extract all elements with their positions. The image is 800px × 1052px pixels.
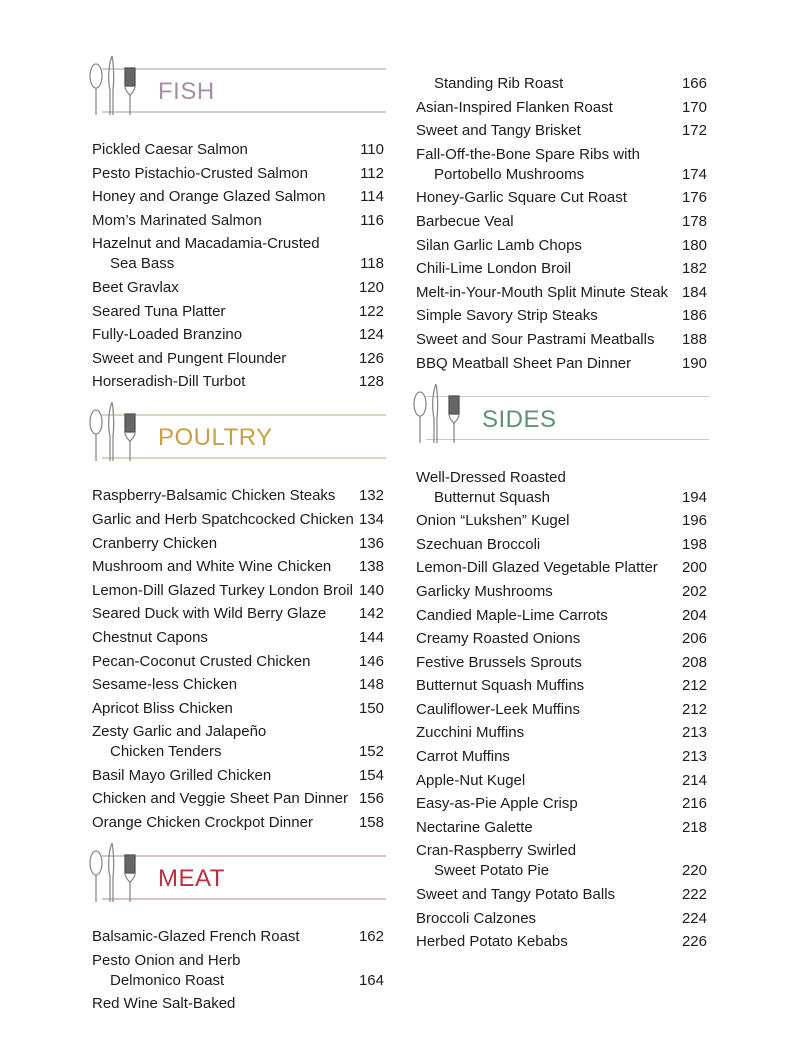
- entry-title: [92, 652, 310, 672]
- entry-title: [92, 994, 235, 1014]
- toc-entry[interactable]: [92, 994, 384, 1014]
- entry-title: [92, 349, 286, 369]
- entry-title-line: Sweet and Sour Pastrami Meatballs: [416, 330, 655, 348]
- entry-title-line: Barbecue Veal: [416, 212, 514, 230]
- entry-page-number: 144: [358, 628, 384, 646]
- toc-entry[interactable]: [416, 535, 707, 555]
- entry-page-number: 152: [358, 743, 384, 761]
- cutlery-icon: [86, 839, 146, 903]
- entry-page-number: 220: [681, 862, 707, 880]
- entry-page-number: 204: [681, 606, 707, 624]
- entry-page-number: 136: [358, 534, 384, 552]
- entry-page-number: 174: [681, 165, 707, 183]
- entry-page-number: 150: [358, 699, 384, 717]
- entry-title: [416, 747, 510, 767]
- entry-title: [416, 700, 580, 720]
- entry-title-line: Hazelnut and Macadamia-Crusted: [92, 235, 320, 253]
- toc-entry[interactable]: [92, 652, 384, 672]
- entry-title-line: Lemon-Dill Glazed Turkey London Broil: [92, 581, 353, 599]
- entry-page-number: 212: [681, 700, 707, 718]
- entry-title-line: Nectarine Galette: [416, 818, 533, 836]
- toc-entry[interactable]: [416, 606, 707, 626]
- entry-title-line: Sweet and Tangy Brisket: [416, 122, 581, 140]
- entry-title: [92, 789, 348, 809]
- cutlery-icon: [86, 52, 146, 116]
- entry-title: [92, 325, 242, 345]
- entry-title-line: Pickled Caesar Salmon: [92, 141, 248, 158]
- entry-page-number: 190: [681, 354, 707, 372]
- toc-entry[interactable]: [416, 330, 707, 350]
- entry-title-line: Delmonico Roast: [110, 971, 225, 989]
- entry-title: [92, 813, 313, 833]
- entry-title-line: Mom’s Marinated Salmon: [92, 211, 262, 229]
- toc-entry[interactable]: [416, 582, 707, 602]
- entry-title-line: Chicken and Veggie Sheet Pan Dinner: [92, 790, 349, 808]
- entry-title: [416, 841, 576, 881]
- entry-page-number: 202: [681, 582, 707, 600]
- entry-title: [92, 557, 331, 577]
- toc-entry[interactable]: [92, 278, 384, 298]
- entry-title-line: Cran-Raspberry Swirled: [416, 842, 577, 860]
- entry-title-line: Carrot Muffins: [416, 748, 510, 766]
- entry-title: [416, 121, 581, 141]
- entry-title-line: Sesame-less Chicken: [92, 676, 238, 694]
- entry-page-number: 110: [360, 141, 384, 158]
- section-title: POULTRY: [158, 424, 273, 452]
- entry-title: [416, 606, 608, 626]
- entry-page-number: 126: [358, 349, 384, 367]
- entry-page-number: 148: [358, 676, 384, 694]
- entry-title-line: Chestnut Capons: [92, 628, 208, 646]
- entry-title-line: Honey-Garlic Square Cut Roast: [416, 189, 627, 207]
- entry-page-number: 180: [681, 236, 707, 254]
- entry-page-number: 194: [681, 488, 707, 506]
- entry-title: [92, 699, 233, 719]
- toc-entry[interactable]: [92, 951, 384, 991]
- entry-title-line: Beet Gravlax: [92, 278, 179, 296]
- entry-title: [92, 628, 208, 648]
- entry-title-line: Mushroom and White Wine Chicken: [92, 558, 332, 576]
- entry-title: [416, 212, 514, 232]
- section-title: SIDES: [482, 405, 557, 433]
- entry-title-line: Sweet Potato Pie: [434, 862, 550, 880]
- entry-title: [416, 188, 627, 208]
- entry-page-number: 184: [681, 283, 707, 301]
- entry-page-number: 120: [358, 278, 384, 296]
- toc-entry[interactable]: [92, 813, 384, 833]
- entry-title: [416, 676, 584, 696]
- toc-entry[interactable]: [416, 771, 707, 791]
- toc-entry[interactable]: [92, 699, 384, 719]
- entry-title-line: Creamy Roasted Onions: [416, 630, 581, 648]
- entry-title-line: Sweet and Tangy Potato Balls: [416, 886, 616, 904]
- entry-title: [92, 140, 248, 160]
- entry-page-number: 124: [358, 326, 384, 344]
- toc-column-right: [416, 74, 707, 956]
- toc-entry[interactable]: [92, 349, 384, 369]
- section-title: MEAT: [158, 865, 225, 893]
- entry-page-number: 208: [681, 653, 707, 671]
- entry-title-line: Red Wine Salt-Baked: [92, 995, 236, 1013]
- entry-title: [416, 629, 580, 649]
- entry-title: [92, 581, 353, 601]
- entry-title: [416, 236, 582, 256]
- entry-title: [416, 468, 566, 508]
- entry-title: [416, 306, 598, 326]
- entry-title: [416, 259, 571, 279]
- entry-title: [416, 653, 582, 673]
- entry-title-line: Sea Bass: [110, 255, 175, 273]
- entry-page-number: 114: [360, 188, 384, 206]
- entry-title-line: Fully-Loaded Branzino: [92, 326, 243, 344]
- entry-title-line: Silan Garlic Lamb Chops: [416, 236, 582, 254]
- toc-entry[interactable]: [416, 841, 707, 881]
- toc-entry[interactable]: [92, 604, 384, 624]
- toc-entry[interactable]: [92, 234, 384, 274]
- entry-title: [416, 558, 658, 578]
- entry-title: [92, 604, 326, 624]
- entry-title-line: Herbed Potato Kebabs: [416, 933, 568, 951]
- toc-entry[interactable]: [92, 927, 384, 947]
- toc-entry[interactable]: [416, 354, 707, 374]
- toc-entry[interactable]: [416, 74, 707, 94]
- entry-title-line: Pesto Pistachio-Crusted Salmon: [92, 164, 308, 182]
- entry-title: [416, 582, 553, 602]
- entry-title-line: Cauliflower-Leek Muffins: [416, 700, 580, 718]
- entry-title-line: Butternut Squash Muffins: [416, 677, 585, 695]
- entry-page-number: 186: [681, 307, 707, 325]
- entry-title: [416, 932, 568, 952]
- entry-page-number: 164: [358, 971, 384, 989]
- entry-title-line: Festive Brussels Sprouts: [416, 653, 582, 671]
- section-header-sides: [416, 394, 707, 440]
- section-header-meat: [92, 853, 384, 899]
- toc-entry[interactable]: [416, 98, 707, 118]
- toc-entry[interactable]: [92, 187, 384, 207]
- toc-entry[interactable]: [92, 534, 384, 554]
- entry-page-number: 178: [681, 212, 707, 230]
- entry-title-line: Melt-in-Your-Mouth Split Minute Steak: [416, 283, 669, 301]
- entry-page-number: 158: [358, 814, 384, 832]
- entry-title: [92, 722, 266, 762]
- entry-page-number: 172: [681, 122, 707, 140]
- toc-entry[interactable]: [92, 510, 384, 530]
- toc-entry[interactable]: [416, 511, 707, 531]
- entry-title-line: Broccoli Calzones: [416, 909, 537, 927]
- entry-title-line: Honey and Orange Glazed Salmon: [92, 188, 326, 206]
- entry-title: [416, 818, 533, 838]
- entry-title-line: Apple-Nut Kugel: [416, 771, 526, 789]
- entry-page-number: 226: [681, 933, 707, 951]
- entry-page-number: 213: [681, 724, 707, 742]
- section-header-fish: [92, 66, 384, 112]
- entry-title-line: Fall-Off-the-Bone Spare Ribs with: [416, 145, 640, 163]
- entry-title-line: Asian-Inspired Flanken Roast: [416, 98, 613, 116]
- section-header-poultry: [92, 412, 384, 458]
- toc-entry[interactable]: [416, 558, 707, 578]
- entry-page-number: 212: [681, 677, 707, 695]
- entry-page-number: 112: [360, 164, 384, 182]
- entry-title-line: Candied Maple-Lime Carrots: [416, 606, 608, 624]
- entry-title: [92, 486, 335, 506]
- entry-title: [416, 885, 615, 905]
- cutlery-icon: [86, 398, 146, 462]
- entry-page-number: 170: [681, 98, 707, 116]
- toc-entry[interactable]: [416, 885, 707, 905]
- entry-page-number: 166: [681, 75, 707, 92]
- section-title: FISH: [158, 78, 215, 105]
- entry-title: [416, 354, 631, 374]
- toc-entry[interactable]: [416, 145, 707, 185]
- entry-title: [416, 145, 640, 185]
- entry-title: [92, 302, 225, 322]
- entry-title-line: Seared Tuna Platter: [92, 302, 226, 320]
- entry-title: [92, 278, 179, 298]
- entry-page-number: 224: [681, 909, 707, 927]
- entry-title-line: Chicken Tenders: [110, 743, 222, 761]
- entry-title-line: Orange Chicken Crockpot Dinner: [92, 814, 313, 832]
- entry-title: [92, 951, 240, 991]
- toc-entry[interactable]: [416, 306, 707, 326]
- entry-page-number: 214: [681, 771, 707, 789]
- entry-page-number: 222: [681, 886, 707, 904]
- entry-page-number: 162: [358, 928, 384, 946]
- toc-entry[interactable]: [416, 794, 707, 814]
- entry-title: [416, 909, 536, 929]
- entry-title-line: Balsamic-Glazed French Roast: [92, 928, 300, 946]
- entry-title-line: Zucchini Muffins: [416, 724, 525, 742]
- entry-title: [416, 283, 668, 303]
- entry-title-line: Lemon-Dill Glazed Vegetable Platter: [416, 559, 658, 577]
- entry-title: [416, 794, 578, 814]
- toc-entry[interactable]: [416, 121, 707, 141]
- toc-entry[interactable]: [92, 164, 384, 184]
- toc-entry[interactable]: [416, 700, 707, 720]
- entry-title-line: Basil Mayo Grilled Chicken: [92, 766, 272, 784]
- entry-page-number: 140: [358, 581, 384, 599]
- toc-entry[interactable]: [416, 259, 707, 279]
- toc-entry[interactable]: [416, 283, 707, 303]
- entry-page-number: 182: [681, 260, 707, 278]
- toc-entry[interactable]: [92, 628, 384, 648]
- entry-title-line: Zesty Garlic and Jalapeño: [92, 723, 267, 741]
- entry-page-number: 176: [681, 189, 707, 207]
- entry-page-number: 200: [681, 559, 707, 577]
- toc-entry[interactable]: [92, 372, 384, 392]
- toc-column-left: [92, 66, 384, 1018]
- entry-page-number: 206: [681, 630, 707, 648]
- toc-entry[interactable]: [416, 747, 707, 767]
- toc-entry[interactable]: [92, 766, 384, 786]
- entry-page-number: 128: [358, 373, 384, 391]
- toc-entry[interactable]: [92, 675, 384, 695]
- toc-entry[interactable]: [92, 789, 384, 809]
- entry-title: [416, 723, 524, 743]
- entry-title: [416, 535, 540, 555]
- toc-entry[interactable]: [92, 140, 384, 160]
- entry-title: [92, 534, 217, 554]
- entry-title-line: Chili-Lime London Broil: [416, 260, 572, 278]
- toc-entry[interactable]: [416, 723, 707, 743]
- toc-entry[interactable]: [416, 676, 707, 696]
- toc-entry[interactable]: [416, 212, 707, 232]
- entry-title: [92, 187, 325, 207]
- entry-title: [92, 927, 300, 947]
- entry-title-line: Sweet and Pungent Flounder: [92, 349, 287, 367]
- entry-title-line: Simple Savory Strip Steaks: [416, 307, 598, 325]
- entry-title-line: Szechuan Broccoli: [416, 535, 541, 553]
- entry-page-number: 218: [681, 818, 707, 836]
- entry-page-number: 198: [681, 535, 707, 553]
- entry-title: [416, 511, 569, 531]
- entry-title-line: Cranberry Chicken: [92, 534, 218, 552]
- entry-title: [92, 164, 308, 184]
- toc-entry[interactable]: [92, 211, 384, 231]
- toc-entry[interactable]: [416, 629, 707, 649]
- toc-entry[interactable]: [92, 722, 384, 762]
- entry-title: [92, 510, 354, 530]
- entry-title-line: Garlic and Herb Spatchcocked Chicken: [92, 510, 354, 528]
- entry-page-number: 216: [681, 795, 707, 813]
- entry-title-line: Onion “Lukshen” Kugel: [416, 512, 570, 530]
- entry-title: [92, 675, 237, 695]
- entry-title-line: Butternut Squash: [434, 488, 550, 506]
- toc-entry[interactable]: [92, 486, 384, 506]
- entry-title-line: Easy-as-Pie Apple Crisp: [416, 795, 578, 813]
- entry-page-number: 132: [358, 487, 384, 505]
- entry-title: [92, 234, 320, 274]
- entry-title: [92, 766, 271, 786]
- entry-page-number: 196: [681, 512, 707, 530]
- toc-entry[interactable]: [92, 325, 384, 345]
- toc-entry[interactable]: [416, 468, 707, 508]
- entry-page-number: 118: [360, 255, 384, 273]
- entry-title-line: Raspberry-Balsamic Chicken Steaks: [92, 487, 336, 505]
- entry-page-number: 188: [681, 330, 707, 348]
- entry-title: [416, 74, 563, 94]
- entry-title: [92, 372, 245, 392]
- entry-title-line: Well-Dressed Roasted: [416, 468, 566, 486]
- entry-title-line: Standing Rib Roast: [434, 75, 564, 92]
- toc-entry[interactable]: [416, 932, 707, 952]
- entry-page-number: 213: [681, 748, 707, 766]
- entry-page-number: 138: [358, 558, 384, 576]
- toc-entry[interactable]: [416, 909, 707, 929]
- toc-entry[interactable]: [416, 236, 707, 256]
- entry-page-number: 122: [358, 302, 384, 320]
- entry-title-line: Horseradish-Dill Turbot: [92, 373, 246, 391]
- entry-title-line: Portobello Mushrooms: [434, 165, 585, 183]
- entry-page-number: 156: [358, 790, 384, 808]
- entry-title: [416, 98, 613, 118]
- entry-title-line: Pecan-Coconut Crusted Chicken: [92, 652, 311, 670]
- entry-title-line: Pesto Onion and Herb: [92, 951, 241, 969]
- toc-entry[interactable]: [416, 188, 707, 208]
- entry-title-line: Garlicky Mushrooms: [416, 582, 553, 600]
- entry-page-number: 154: [358, 766, 384, 784]
- cutlery-icon: [410, 380, 470, 444]
- entry-page-number: 116: [360, 211, 384, 229]
- toc-entry[interactable]: [92, 581, 384, 601]
- entry-title: [416, 330, 654, 350]
- toc-entry[interactable]: [416, 653, 707, 673]
- entry-page-number: 134: [358, 510, 384, 528]
- toc-entry[interactable]: [92, 302, 384, 322]
- toc-entry[interactable]: [416, 818, 707, 838]
- entry-page-number: 146: [358, 652, 384, 670]
- entry-title: [92, 211, 262, 231]
- entry-title-line: Apricot Bliss Chicken: [92, 699, 233, 717]
- entry-title-line: BBQ Meatball Sheet Pan Dinner: [416, 354, 632, 372]
- entry-page-number: 142: [358, 605, 384, 623]
- toc-entry[interactable]: [92, 557, 384, 577]
- entry-title-line: Seared Duck with Wild Berry Glaze: [92, 605, 327, 623]
- entry-title: [416, 771, 525, 791]
